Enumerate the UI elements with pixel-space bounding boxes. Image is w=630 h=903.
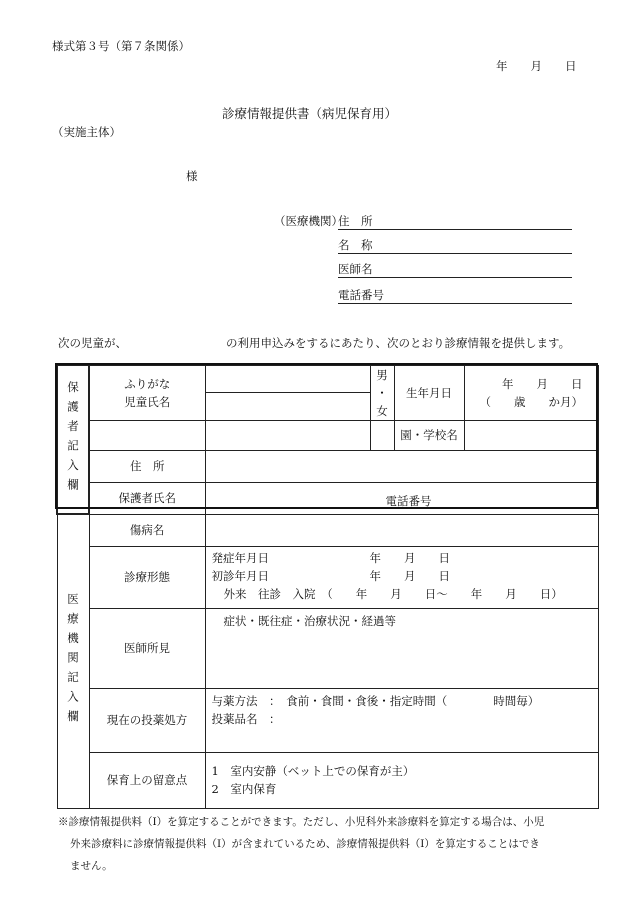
clinic-address-label: 住 所 xyxy=(338,214,373,228)
birth-date-label: 生年月日 xyxy=(394,365,464,420)
issue-date: 年 月 日 xyxy=(496,59,577,73)
footnote-line-2: 外来診療料に診療情報提供料（Ⅰ）が含まれているため、診療情報提供料（Ⅰ）を算定することはでき xyxy=(70,838,540,850)
findings-text: 症状・既往症・治療状況・経過等 xyxy=(223,613,396,628)
drug-name-label: 投薬品名 ： xyxy=(211,711,281,726)
guardian-section-side xyxy=(57,365,89,514)
child-name-input[interactable] xyxy=(205,393,370,421)
child-name-input-extra[interactable] xyxy=(205,420,370,450)
clinic-name-label: 名 称 xyxy=(338,238,373,252)
guardian-phone-label: 電話番号 xyxy=(385,494,432,508)
clinic-address-field[interactable] xyxy=(338,213,572,230)
dosing-method: 与薬方法 ： 食前・食間・食後・指定時間（ 時間毎） xyxy=(211,693,540,708)
sex-dot: ・ xyxy=(376,385,388,400)
footnote-line-3: ません。 xyxy=(70,860,113,872)
guardian-section-label: 保護者記入欄 xyxy=(66,381,80,498)
clinic-doctor-label: 医師名 xyxy=(338,262,373,276)
child-name-header xyxy=(89,365,205,420)
addressee-suffix: 様 xyxy=(186,169,198,183)
medical-section-label: 医療機関記入欄 xyxy=(66,593,80,730)
address-input[interactable] xyxy=(205,450,599,482)
clinic-name-field[interactable] xyxy=(338,237,572,254)
onset-label: 発症年月日 xyxy=(211,551,269,565)
school-label: 園・学校名 xyxy=(394,420,464,450)
furigana-label: ふりがな xyxy=(124,376,171,391)
sex-female[interactable]: 女 xyxy=(376,403,388,418)
sex-male[interactable]: 男 xyxy=(376,367,388,382)
onset-value: 年 月 日 xyxy=(369,551,450,565)
treatment-cell[interactable] xyxy=(205,546,599,608)
first-visit-value: 年 月 日 xyxy=(369,569,450,583)
form-number: 様式第３号（第７条関係） xyxy=(52,39,190,53)
page-title: 診療情報提供書（病児保育用） xyxy=(222,106,398,121)
clinic-label: （医療機関） xyxy=(274,214,343,228)
care-notes-cell[interactable] xyxy=(205,752,599,808)
guardian-name-phone-cell[interactable] xyxy=(205,482,599,514)
treatment-label: 診療形態 xyxy=(89,546,205,608)
school-input[interactable] xyxy=(464,420,599,450)
sex-selector[interactable] xyxy=(370,365,394,420)
intro-suffix: の利用申込みをするにあたり、次のとおり診療情報を提供します。 xyxy=(226,336,571,350)
disease-input[interactable] xyxy=(205,514,599,546)
findings-label: 医師所見 xyxy=(89,608,205,688)
findings-cell[interactable] xyxy=(205,608,599,688)
clinic-phone-field[interactable] xyxy=(338,287,572,304)
birth-date-field[interactable] xyxy=(464,365,599,420)
child-name-label: 児童氏名 xyxy=(124,394,171,409)
info-form-table xyxy=(56,364,599,809)
furigana-input[interactable] xyxy=(205,365,370,393)
prescription-cell[interactable] xyxy=(205,688,599,752)
medical-section-side xyxy=(57,514,89,808)
address-label: 住 所 xyxy=(89,450,205,482)
birth-date-value: 年 月 日 xyxy=(502,376,583,391)
prescription-label: 現在の投薬処方 xyxy=(89,688,205,752)
org-label: （実施主体） xyxy=(52,125,121,139)
clinic-phone-label: 電話番号 xyxy=(338,288,384,302)
care-notes-label: 保育上の留意点 xyxy=(89,752,205,808)
intro-prefix: 次の児童が、 xyxy=(58,336,127,350)
footnote-line-1: ※診療情報提供料（Ⅰ）を算定することができます。ただし、小児科外来診療料を算定する場合は、小児 xyxy=(58,816,545,828)
care-option-2[interactable]: 2 室内保育 xyxy=(211,782,277,796)
first-visit-label: 初診年月日 xyxy=(211,569,269,583)
care-option-1[interactable]: 1 室内安静（ベット上での保育が主） xyxy=(211,764,415,778)
clinic-doctor-field[interactable] xyxy=(338,261,572,278)
age-value: （ 歳 か月） xyxy=(479,394,583,409)
visit-types[interactable]: 外来 往診 入院 （ 年 月 日～ 年 月 日） xyxy=(223,587,563,601)
guardian-name-label: 保護者氏名 xyxy=(89,482,205,514)
disease-label: 傷病名 xyxy=(89,514,205,546)
